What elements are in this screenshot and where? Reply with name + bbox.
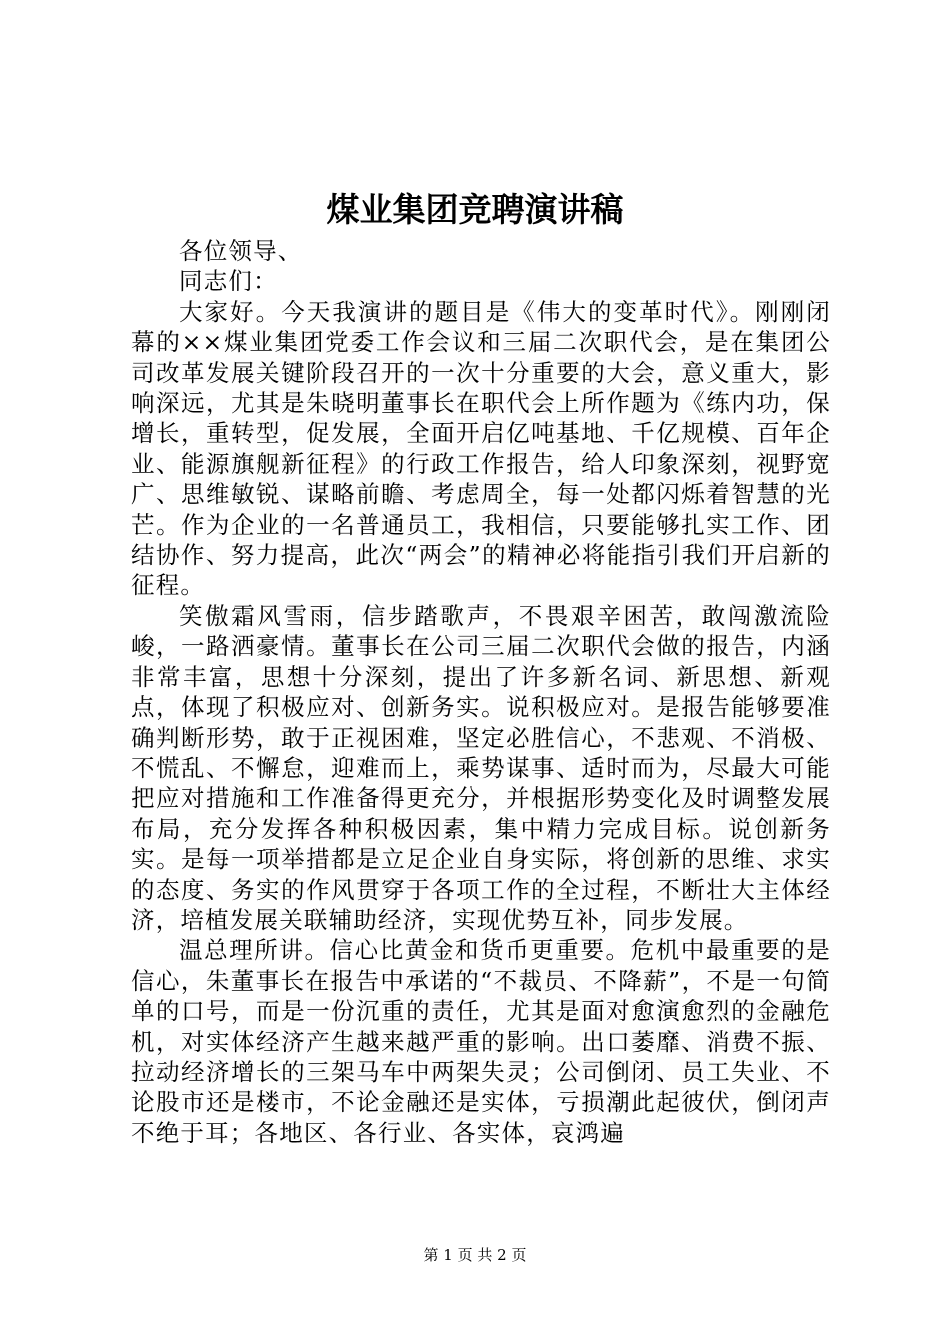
- document-title: 煤业集团竞聘演讲稿: [326, 190, 624, 229]
- body-paragraph: 温总理所讲。信心比黄金和货币更重要。危机中最重要的是信心，朱董事长在报告中承诺的“不裁员、不降薪”，不是一句简单的口号，而是一份沉重的责任，尤其是面对愈演愈烈的金融危机，对实体经济产生越来越严重的影响。出口萎靡、消费不振、拉动经济增长的三架马车中两架失灵；公司倒闭、员工失业、不论股市还是楼市，不论金融还是实体，亏损潮此起彼伏，倒闭声不绝于耳；各地区、各行业、各实体，哀鸿遍: [131, 936, 831, 1147]
- body-paragraph: 大家好。今天我演讲的题目是《伟大的变革时代》。刚刚闭幕的××煤业集团党委工作会议和三届二次职代会，是在集团公司改革发展关键阶段召开的一次十分重要的大会，意义重大，影响深远，尤其是朱晓明董事长在职代会上所作题为《练内功，保增长，重转型，促发展，全面开启亿吨基地、千亿规模、百年企业、能源旗舰新征程》的行政工作报告，给人印象深刻，视野宽广、思维敏锐、谋略前瞻、考虑周全，每一处都闪烁着智慧的光芒。作为企业的一名普通员工，我相信，只要能够扎实工作、团结协作、努力提高，此次“两会”的精神必将能指引我们开启新的征程。: [131, 297, 831, 600]
- body-paragraph: 笑傲霜风雪雨，信步踏歌声，不畏艰辛困苦，敢闯激流险峻，一路洒豪情。董事长在公司三届二次职代会做的报告，内涵非常丰富，思想十分深刻，提出了许多新名词、新思想、新观点，体现了积极应对、创新务实。说积极应对。是报告能够要准确判断形势，敢于正视困难，坚定必胜信心，不悲观、不消极、不慌乱、不懈怠，迎难而上，乘势谋事、适时而为，尽最大可能把应对措施和工作准备得更充分，并根据形势变化及时调整发展布局，充分发挥各种积极因素，集中精力完成目标。说创新务实。是每一项举措都是立足企业自身实际，将创新的思维、求实的态度、务实的作风贯穿于各项工作的全过程，不断壮大主体经济，培植发展关联辅助经济，实现优势互补，同步发展。: [131, 601, 831, 934]
- salutation-line: 同志们：: [179, 267, 278, 296]
- document-body: [131, 236, 831, 1148]
- page-footer: 第 1 页 共 2 页: [423, 1246, 527, 1264]
- salutation-line: 各位领导、: [179, 237, 303, 265]
